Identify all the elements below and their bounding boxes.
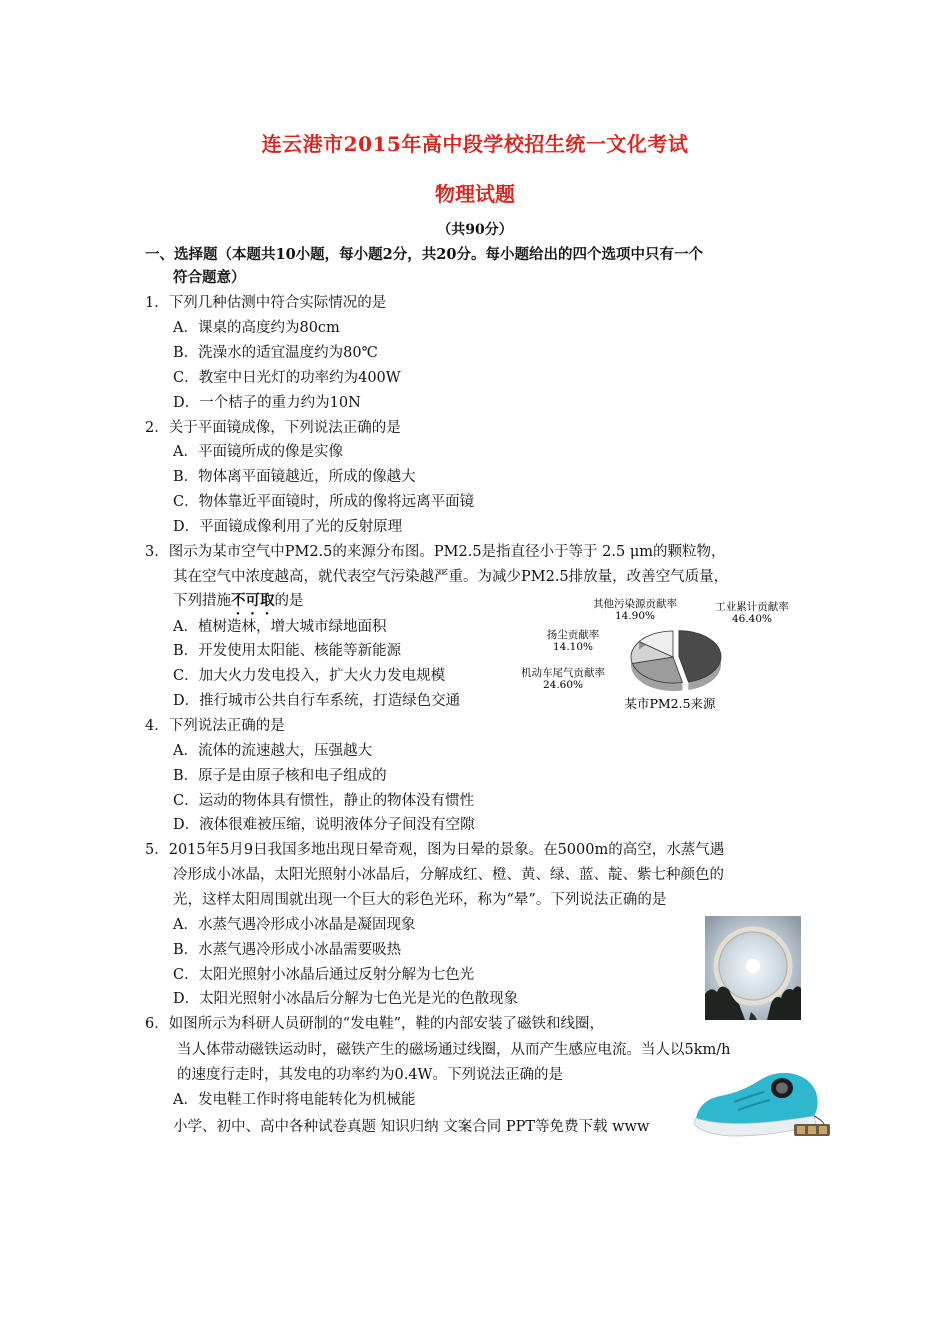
question-6-option-a: A．发电鞋工作时将电能转化为机械能 xyxy=(173,1092,416,1108)
question-5-stem-line1: 5．2015年5月9日我国多地出现日晕奇观，图为日晕的景象。在5000m的高空，水蒸气遇 xyxy=(145,842,725,858)
question-3-option-d: D．推行城市公共自行车系统，打造绿色交通 xyxy=(173,693,461,709)
pie-slice-value: 46.40% xyxy=(731,613,773,625)
chart-title: 某市PM2.5来源 xyxy=(624,696,716,711)
pie-slice-label: 工业累计贡献率 xyxy=(715,601,789,613)
pie-slice-label: 扬尘贡献率 xyxy=(546,629,600,641)
question-1-option-c: C．教室中日光灯的功率约为400W xyxy=(173,370,401,386)
question-5-option-a: A．水蒸气遇冷形成小冰晶是凝固现象 xyxy=(173,917,416,933)
generator-shoe-photo xyxy=(690,1066,836,1148)
question-1-option-b: B．洗澡水的适宜温度约为80℃ xyxy=(173,345,378,361)
question-5-stem-line2: 冷形成小冰晶，太阳光照射小冰晶后，分解成红、橙、黄、绿、蓝、靛、紫七种颜色的 xyxy=(173,867,724,883)
question-5-stem-line3: 光，这样太阳周围就出现一个巨大的彩色光环，称为“晕”。下列说法正确的是 xyxy=(173,892,667,908)
question-5-option-b: B．水蒸气遇冷形成小冰晶需要吸热 xyxy=(173,942,402,958)
question-3-stem-line2: 其在空气中浓度越高，就代表空气污染越严重。为减少PM2.5排放量，改善空气质量， xyxy=(173,569,729,585)
stem-text: 下列措施 xyxy=(173,593,231,609)
question-4-option-a: A．流体的流速越大，压强越大 xyxy=(173,743,372,759)
section-heading-cont: 符合题意） xyxy=(173,269,246,286)
total-score: （共90分） xyxy=(437,222,513,238)
footer-ad-text: 小学、初中、高中各种试卷真题 知识归纳 文案合同 PPT等免费下载 www xyxy=(173,1119,650,1135)
question-1-stem: 1．下列几种估测中符合实际情况的是 xyxy=(145,295,387,311)
question-1-option-d: D．一个桔子的重力约为10N xyxy=(173,395,361,411)
question-3-stem-line3 xyxy=(173,591,304,618)
subject-title: 物理试题 xyxy=(435,182,515,206)
question-3-option-a: A．植树造林，增大城市绿地面积 xyxy=(173,619,387,635)
question-2-option-b: B．物体离平面镜越近，所成的像越大 xyxy=(173,469,416,485)
question-2-stem: 2．关于平面镜成像，下列说法正确的是 xyxy=(145,420,401,436)
sun-halo-photo xyxy=(705,916,801,1020)
question-4-stem: 4．下列说法正确的是 xyxy=(145,718,285,734)
pie-slice-label: 其他污染源贡献率 xyxy=(593,598,677,610)
question-2-option-c: C．物体靠近平面镜时，所成的像将远离平面镜 xyxy=(173,494,475,510)
pie-slice-value: 24.60% xyxy=(542,679,584,691)
question-2-option-a: A．平面镜所成的像是实像 xyxy=(173,444,343,460)
stem-text: 的是 xyxy=(274,593,304,609)
pie-slice-value: 14.10% xyxy=(552,641,594,653)
question-4-option-b: B．原子是由原子核和电子组成的 xyxy=(173,768,387,784)
question-6-stem-line3: 的速度行走时，其发电的功率约为0.4W。下列说法正确的是 xyxy=(177,1067,563,1083)
question-4-option-c: C．运动的物体具有惯性，静止的物体没有惯性 xyxy=(173,793,475,809)
question-3-stem-line1: 3．图示为某市空气中PM2.5的来源分布图。PM2.5是指直径小于等于 2.5 μm的颗粒物， xyxy=(145,544,726,560)
pie-slice-label: 机动车尾气贡献率 xyxy=(521,667,605,679)
exam-title: 连云港市2015年高中段学校招生统一文化考试 xyxy=(261,132,689,156)
emphasis-text: 不可取 xyxy=(231,592,275,609)
question-4-option-d: D．液体很难被压缩，说明液体分子间没有空隙 xyxy=(173,817,475,833)
question-1-option-a: A．课桌的高度约为80cm xyxy=(173,320,340,336)
pm25-pie-chart xyxy=(505,595,795,713)
question-2-option-d: D．平面镜成像利用了光的反射原理 xyxy=(173,519,403,535)
question-5-option-d: D．太阳光照射小冰晶后分解为七色光是光的色散现象 xyxy=(173,991,519,1007)
question-6-stem-line1: 6．如图所示为科研人员研制的“发电鞋”，鞋的内部安装了磁铁和线圈， xyxy=(145,1016,605,1032)
pie-slice-value: 14.90% xyxy=(614,610,656,622)
question-6-stem-line2: 当人体带动磁铁运动时，磁铁产生的磁场通过线圈，从而产生感应电流。当人以5km/h xyxy=(177,1042,731,1058)
question-3-option-b: B．开发使用太阳能、核能等新能源 xyxy=(173,643,402,659)
question-3-option-c: C．加大火力发电投入，扩大火力发电规模 xyxy=(173,668,446,684)
section-heading: 一、选择题（本题共10小题，每小题2分，共20分。每小题给出的四个选项中只有一个 xyxy=(145,246,703,263)
question-5-option-c: C．太阳光照射小冰晶后通过反射分解为七色光 xyxy=(173,967,475,983)
